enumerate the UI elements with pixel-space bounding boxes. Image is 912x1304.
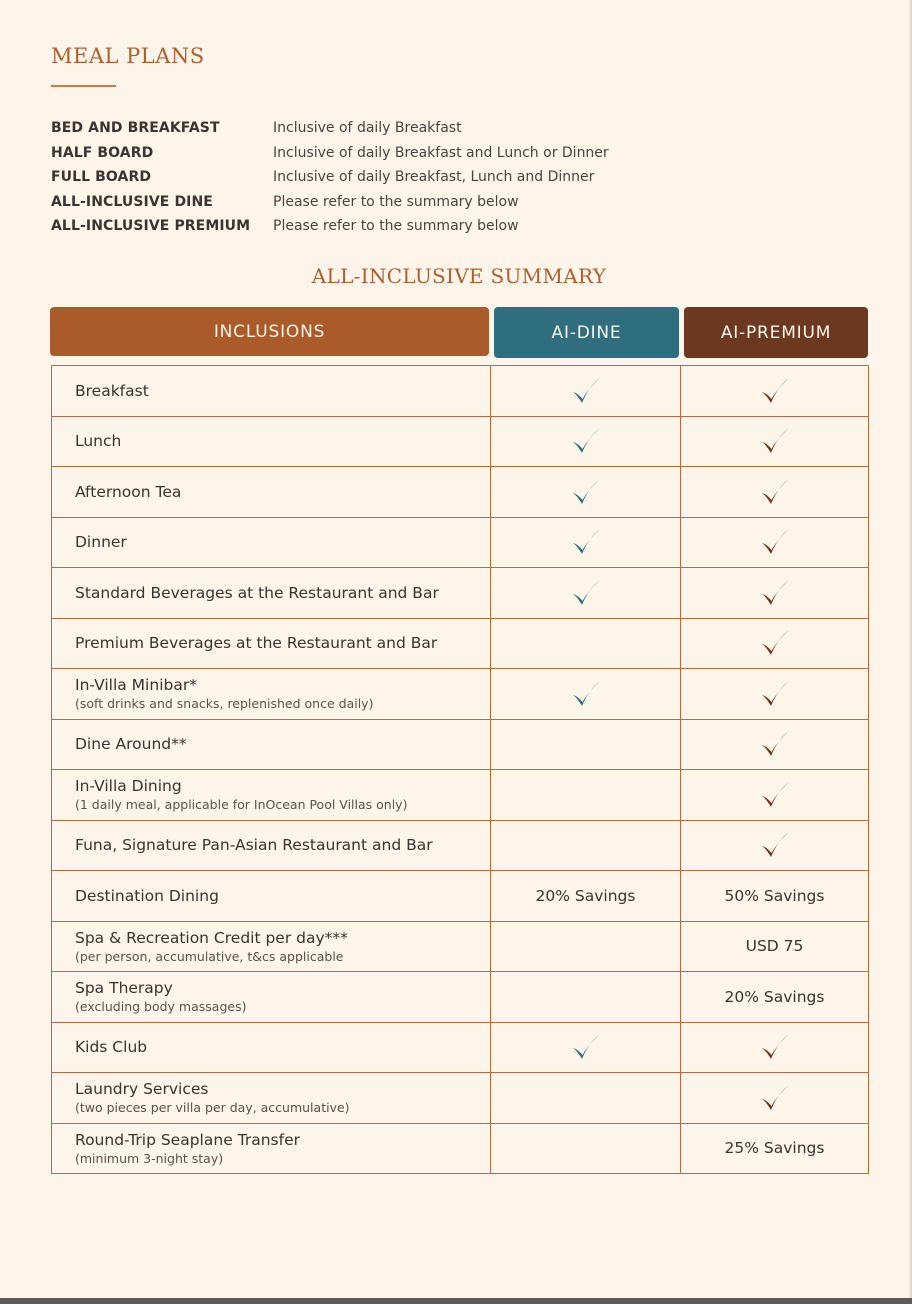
ai-dine-cell: [491, 619, 681, 669]
ai-premium-cell: [681, 972, 868, 1022]
inclusion-cell: [52, 467, 491, 517]
inclusion-label: Premium Beverages at the Restaurant and Bar: [75, 634, 438, 653]
inclusion-label: Destination Dining: [75, 886, 219, 905]
inclusion-cell: [52, 619, 491, 669]
plan-row: [51, 190, 609, 215]
ai-premium-cell: [681, 518, 868, 568]
check-icon: [760, 427, 790, 455]
ai-premium-cell: [681, 871, 868, 921]
plan-name: HALF BOARD: [51, 144, 154, 161]
inclusion-cell: [52, 568, 491, 618]
ai-premium-cell: [681, 417, 868, 467]
inclusion-note: (soft drinks and snacks, replenished once daily): [75, 696, 374, 712]
inclusion-label: Spa Therapy: [75, 979, 173, 998]
inclusion-cell: [52, 1124, 491, 1174]
inclusion-cell: [52, 821, 491, 871]
inclusion-label: Dine Around**: [75, 735, 187, 754]
ai-dine-cell: [491, 669, 681, 719]
ai-premium-cell: [681, 720, 868, 770]
ai-premium-header: AI-PREMIUM: [684, 307, 868, 358]
check-icon: [571, 427, 601, 455]
table-row: [52, 366, 868, 417]
ai-dine-cell: [491, 871, 681, 921]
inclusions-header: INCLUSIONS: [50, 307, 489, 356]
table-row: [52, 922, 868, 973]
check-icon: [760, 781, 790, 809]
check-icon: [760, 730, 790, 758]
ai-dine-cell: [491, 568, 681, 618]
plan-name: ALL-INCLUSIVE DINE: [51, 193, 213, 210]
ai-dine-cell: [491, 770, 681, 820]
inclusion-cell: [52, 366, 491, 416]
inclusion-note: (excluding body massages): [75, 999, 247, 1015]
check-icon: [571, 478, 601, 506]
table-row: [52, 669, 868, 720]
inclusion-note: (two pieces per villa per day, accumulative): [75, 1100, 350, 1116]
dine-value: 20% Savings: [535, 886, 636, 905]
ai-dine-cell: [491, 720, 681, 770]
table-row: [52, 770, 868, 821]
check-icon: [571, 680, 601, 708]
heading-underline: [51, 85, 116, 87]
inclusion-cell: [52, 1073, 491, 1123]
premium-value: 25% Savings: [724, 1139, 825, 1158]
inclusion-label: Standard Beverages at the Restaurant and Bar: [75, 583, 439, 602]
ai-dine-cell: [491, 366, 681, 416]
table-row: [52, 417, 868, 468]
inclusion-label: Dinner: [75, 533, 127, 552]
ai-premium-cell: [681, 1124, 868, 1174]
ai-dine-cell: [491, 1073, 681, 1123]
inclusion-note: (per person, accumulative, t&cs applicable: [75, 948, 344, 964]
inclusion-note: (1 daily meal, applicable for InOcean Pool Villas only): [75, 797, 408, 813]
ai-premium-cell: [681, 1023, 868, 1073]
check-icon: [760, 1033, 790, 1061]
inclusion-cell: [52, 972, 491, 1022]
check-icon: [760, 629, 790, 657]
table-row: [52, 972, 868, 1023]
check-icon: [760, 528, 790, 556]
inclusion-label: Laundry Services: [75, 1080, 209, 1099]
check-icon: [760, 831, 790, 859]
inclusion-cell: [52, 720, 491, 770]
check-icon: [571, 579, 601, 607]
ai-premium-cell: [681, 467, 868, 517]
ai-premium-cell: [681, 1073, 868, 1123]
inclusion-cell: [52, 871, 491, 921]
premium-value: USD 75: [745, 937, 804, 956]
ai-premium-cell: [681, 366, 868, 416]
ai-premium-cell: [681, 922, 868, 972]
plan-row: [51, 214, 609, 239]
check-icon: [760, 377, 790, 405]
summary-title: ALL-INCLUSIVE SUMMARY: [311, 264, 607, 288]
plan-description: Inclusive of daily Breakfast and Lunch or Dinner: [273, 144, 609, 161]
ai-dine-cell: [491, 518, 681, 568]
inclusion-label: Breakfast: [75, 381, 149, 400]
plan-description: Please refer to the summary below: [273, 193, 519, 210]
inclusion-label: Funa, Signature Pan-Asian Restaurant and Bar: [75, 836, 433, 855]
plan-description: Please refer to the summary below: [273, 218, 519, 235]
inclusions-table: [51, 365, 869, 1174]
plan-name: FULL BOARD: [51, 169, 152, 186]
ai-dine-header: AI-DINE: [494, 307, 679, 358]
table-row: [52, 1023, 868, 1074]
table-row: [52, 821, 868, 872]
inclusion-cell: [52, 669, 491, 719]
inclusion-label: In-Villa Dining: [75, 777, 182, 796]
plan-row: [51, 141, 609, 166]
ai-premium-cell: [681, 619, 868, 669]
plan-name: ALL-INCLUSIVE PREMIUM: [51, 218, 251, 235]
inclusion-cell: [52, 922, 491, 972]
inclusion-label: Afternoon Tea: [75, 482, 182, 501]
inclusion-cell: [52, 417, 491, 467]
table-row: [52, 1124, 868, 1175]
ai-premium-cell: [681, 821, 868, 871]
inclusion-label: Lunch: [75, 432, 122, 451]
inclusion-note: (minimum 3-night stay): [75, 1150, 224, 1166]
page-shadow: [908, 0, 912, 1298]
check-icon: [760, 579, 790, 607]
check-icon: [571, 1033, 601, 1061]
check-icon: [760, 478, 790, 506]
ai-premium-cell: [681, 669, 868, 719]
ai-dine-cell: [491, 922, 681, 972]
premium-value: 50% Savings: [724, 886, 825, 905]
ai-dine-cell: [491, 1023, 681, 1073]
page-bottom-edge: [0, 1298, 912, 1304]
ai-dine-cell: [491, 467, 681, 517]
inclusion-label: Round-Trip Seaplane Transfer: [75, 1130, 300, 1149]
inclusion-label: Spa & Recreation Credit per day***: [75, 928, 348, 947]
check-icon: [571, 377, 601, 405]
ai-premium-cell: [681, 770, 868, 820]
table-row: [52, 467, 868, 518]
inclusion-cell: [52, 770, 491, 820]
table-row: [52, 871, 868, 922]
check-icon: [760, 1084, 790, 1112]
table-row: [52, 1073, 868, 1124]
plan-description: Inclusive of daily Breakfast, Lunch and Dinner: [273, 169, 595, 186]
check-icon: [571, 528, 601, 556]
inclusion-cell: [52, 518, 491, 568]
inclusion-label: Kids Club: [75, 1038, 148, 1057]
plan-row: [51, 116, 609, 141]
inclusion-cell: [52, 1023, 491, 1073]
meal-plans-list: [51, 116, 609, 239]
ai-premium-cell: [681, 568, 868, 618]
ai-dine-cell: [491, 1124, 681, 1174]
premium-value: 20% Savings: [724, 987, 825, 1006]
table-row: [52, 720, 868, 771]
check-icon: [760, 680, 790, 708]
plan-description: Inclusive of daily Breakfast: [273, 120, 462, 137]
ai-dine-cell: [491, 972, 681, 1022]
ai-dine-cell: [491, 417, 681, 467]
table-row: [52, 518, 868, 569]
ai-dine-cell: [491, 821, 681, 871]
table-row: [52, 619, 868, 670]
inclusion-label: In-Villa Minibar*: [75, 676, 197, 695]
plan-row: [51, 165, 609, 190]
table-row: [52, 568, 868, 619]
plan-name: BED AND BREAKFAST: [51, 120, 220, 137]
meal-plans-heading: MEAL PLANS: [51, 44, 205, 68]
